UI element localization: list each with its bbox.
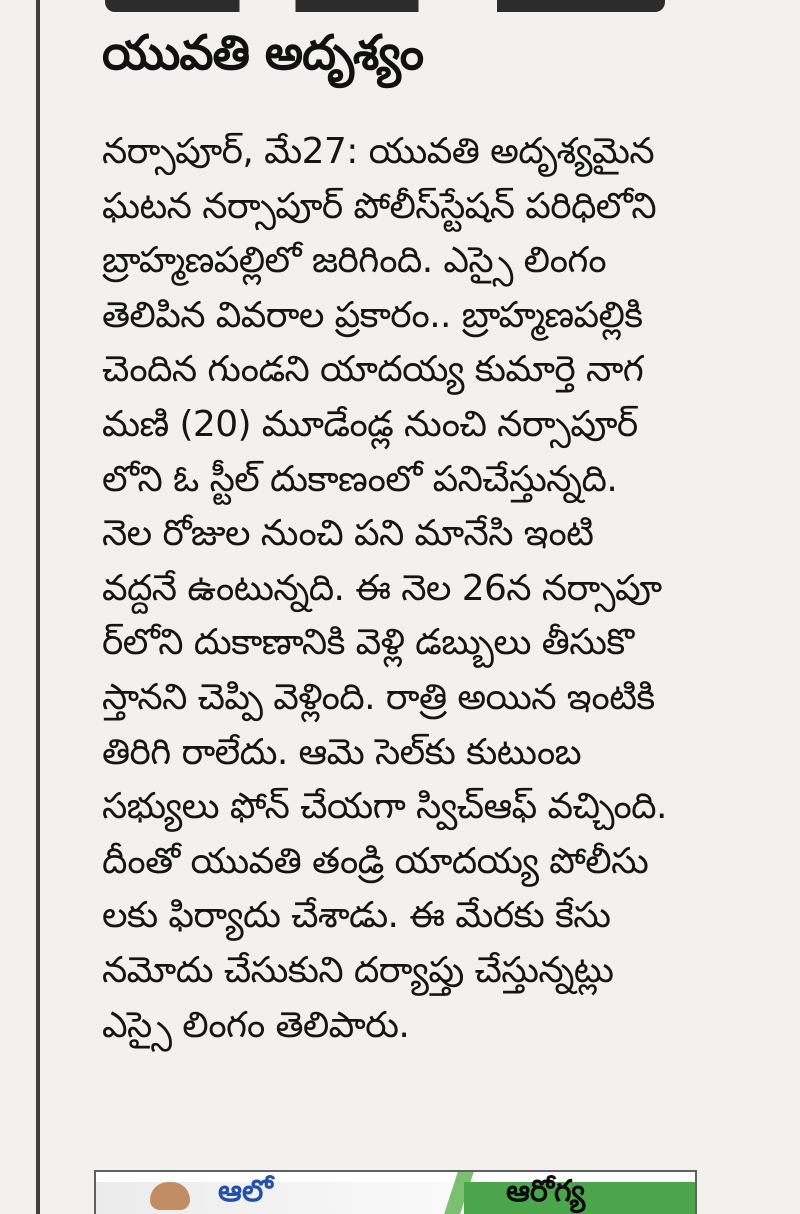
article-body: [102, 125, 692, 1053]
article-line-12: తిరిగి రాలేదు. ఆమె సెల్‌కు కుటుంబ: [102, 731, 582, 773]
article-line-3: బ్రాహ్మణపల్లిలో జరిగింది. ఎస్సై లింగం: [102, 240, 607, 282]
advertisement-illustration-icon: [150, 1182, 190, 1210]
cropped-previous-headline: [105, 0, 665, 12]
article-line-6: మణి (20) మూడేండ్ల నుంచి నర్సాపూర్: [102, 403, 638, 445]
article-line-11: స్తానని చెప్పి వెళ్లింది. రాత్రి అయిన ఇంటికి: [102, 676, 655, 718]
article-headline: యువతి అదృశ్యం: [102, 25, 424, 81]
article-line-14: దీంతో యువతి తండ్రి యాదయ్య పోలీసు: [102, 840, 649, 882]
advertisement-left-text: ఆలో: [218, 1174, 273, 1209]
article-line-1: నర్సాపూర్, మే27: యువతి అదృశ్యమైన: [102, 131, 655, 172]
article-line-16: నమోదు చేసుకుని దర్యాప్తు చేస్తున్నట్లు: [102, 949, 614, 991]
article-line-7: లోని ఓ స్టీల్ దుకాణంలో పనిచేస్తున్నది.: [102, 458, 618, 500]
article-line-8: నెల రోజుల నుంచి పని మానేసి ఇంటి: [102, 513, 594, 555]
advertisement-strip: [94, 1170, 697, 1214]
article-line-15: లకు ఫిర్యాదు చేశాడు. ఈ మేరకు కేసు: [102, 895, 611, 937]
article-line-10: ర్‌లోని దుకాణానికి వెళ్లి డబ్బులు తీసుకొ: [102, 622, 634, 664]
column-divider: [36, 0, 40, 1214]
article-line-4: తెలిపిన వివరాల ప్రకారం.. బ్రాహ్మణపల్లికి: [102, 294, 643, 336]
article-line-13: సభ్యులు ఫోన్ చేయగా స్విచ్‌ఆఫ్ వచ్చింది.: [102, 786, 667, 828]
article-line-5: చెందిన గుండని యాదయ్య కుమార్తె నాగ: [102, 349, 644, 391]
article-line-17: ఎస్సై లింగం తెలిపారు.: [102, 1004, 410, 1046]
advertisement-right-text: ఆరోగ్య: [506, 1174, 586, 1209]
article-line-9: వద్దనే ఉంటున్నది. ఈ నెల 26న నర్సాపూ: [102, 567, 662, 609]
article-line-2: ఘటన నర్సాపూర్ పోలీస్‌స్టేషన్ పరిధిలోని: [102, 185, 656, 227]
